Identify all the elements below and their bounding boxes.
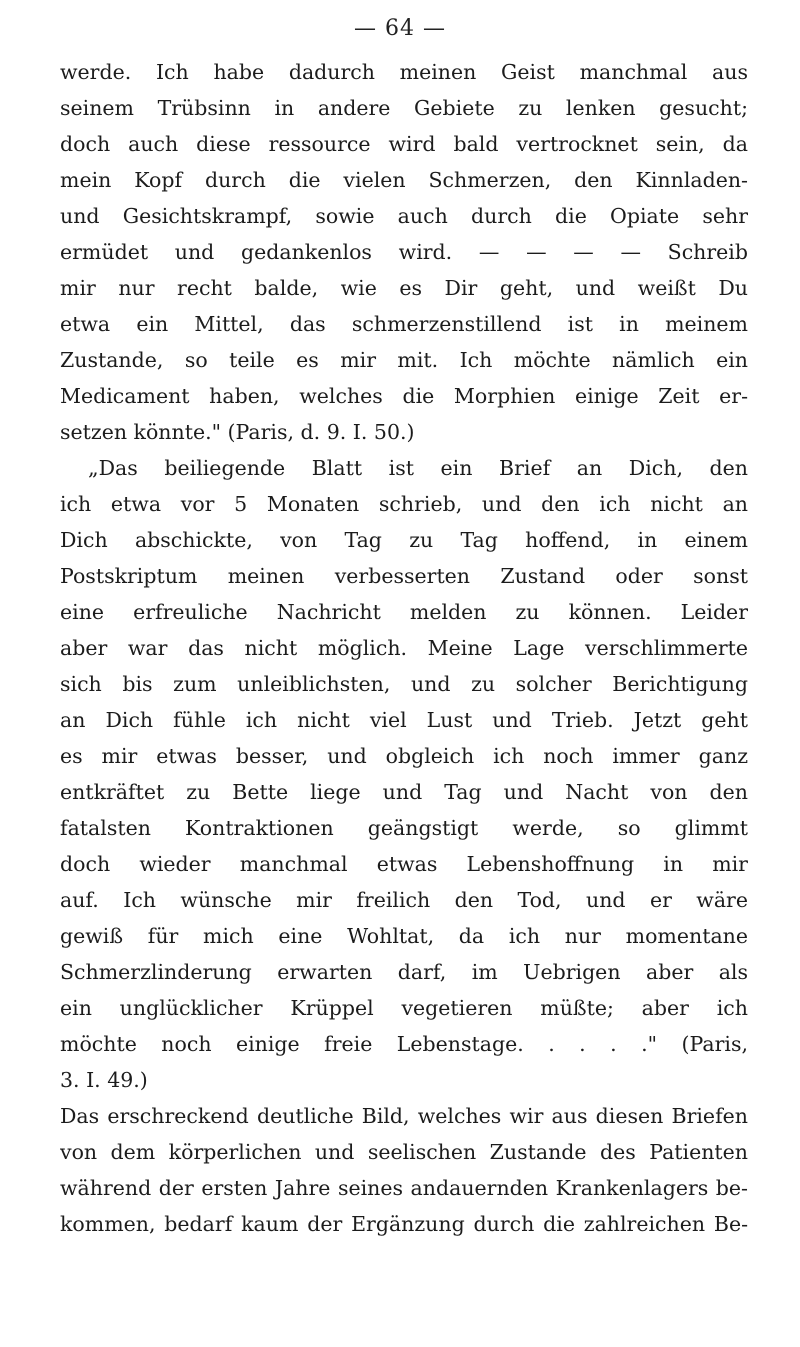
text-line: Postskriptum meinen verbesserten Zustand oder sonst <box>60 564 748 588</box>
text-line: von dem körperlichen und seelischen Zustande des Patienten <box>60 1140 748 1164</box>
text-line: möchte noch einige freie Lebenstage. . . . ." (Paris, <box>60 1032 748 1056</box>
text-line: fatalsten Kontraktionen geängstigt werde, so glimmt <box>60 816 748 840</box>
text-line: Zustande, so teile es mir mit. Ich möchte nämlich ein <box>60 348 748 372</box>
text-line: „Das beiliegende Blatt ist ein Brief an Dich, den <box>88 456 748 480</box>
text-line: setzen könnte." (Paris, d. 9. I. 50.) <box>60 420 415 444</box>
text-line: eine erfreuliche Nachricht melden zu können. Leider <box>60 600 748 624</box>
text-line: ein unglücklicher Krüppel vegetieren müßte; aber ich <box>60 996 748 1020</box>
text-line: ich etwa vor 5 Monaten schrieb, und den ich nicht an <box>60 492 748 516</box>
text-line: auf. Ich wünsche mir freilich den Tod, und er wäre <box>60 888 748 912</box>
text-line: Medicament haben, welches die Morphien einige Zeit er- <box>60 384 748 408</box>
text-line: 3. I. 49.) <box>60 1068 148 1092</box>
text-line: an Dich fühle ich nicht viel Lust und Trieb. Jetzt geht <box>60 708 748 732</box>
text-line: es mir etwas besser, und obgleich ich noch immer ganz <box>60 744 748 768</box>
text-line: kommen, bedarf kaum der Ergänzung durch die zahlreichen Be- <box>60 1212 748 1236</box>
text-line: während der ersten Jahre seines andauernden Krankenlagers be- <box>60 1176 748 1200</box>
text-line: mein Kopf durch die vielen Schmerzen, den Kinnladen- <box>60 168 748 192</box>
text-line: etwa ein Mittel, das schmerzenstillend ist in meinem <box>60 312 748 336</box>
text-line: doch wieder manchmal etwas Lebenshoffnung in mir <box>60 852 748 876</box>
text-line: und Gesichtskrampf, sowie auch durch die Opiate sehr <box>60 204 748 228</box>
text-line: Dich abschickte, von Tag zu Tag hoffend, in einem <box>60 528 748 552</box>
text-line: entkräftet zu Bette liege und Tag und Nacht von den <box>60 780 748 804</box>
text-line: Schmerzlinderung erwarten darf, im Uebrigen aber als <box>60 960 748 984</box>
text-line: doch auch diese ressource wird bald vertrocknet sein, da <box>60 132 748 156</box>
page-number-header: — 64 — <box>354 16 446 41</box>
text-line: mir nur recht balde, wie es Dir geht, und weißt Du <box>60 276 748 300</box>
text-line: aber war das nicht möglich. Meine Lage verschlimmerte <box>60 636 748 660</box>
text-line: Das erschreckend deutliche Bild, welches wir aus diesen Briefen <box>60 1104 748 1128</box>
text-line: werde. Ich habe dadurch meinen Geist manchmal aus <box>60 60 748 84</box>
text-line: sich bis zum unleiblichsten, und zu solcher Berichtigung <box>60 672 748 696</box>
text-line: gewiß für mich eine Wohltat, da ich nur momentane <box>60 924 748 948</box>
text-line: ermüdet und gedankenlos wird. — — — — Schreib <box>60 240 748 264</box>
text-line: seinem Trübsinn in andere Gebiete zu lenken gesucht; <box>60 96 748 120</box>
